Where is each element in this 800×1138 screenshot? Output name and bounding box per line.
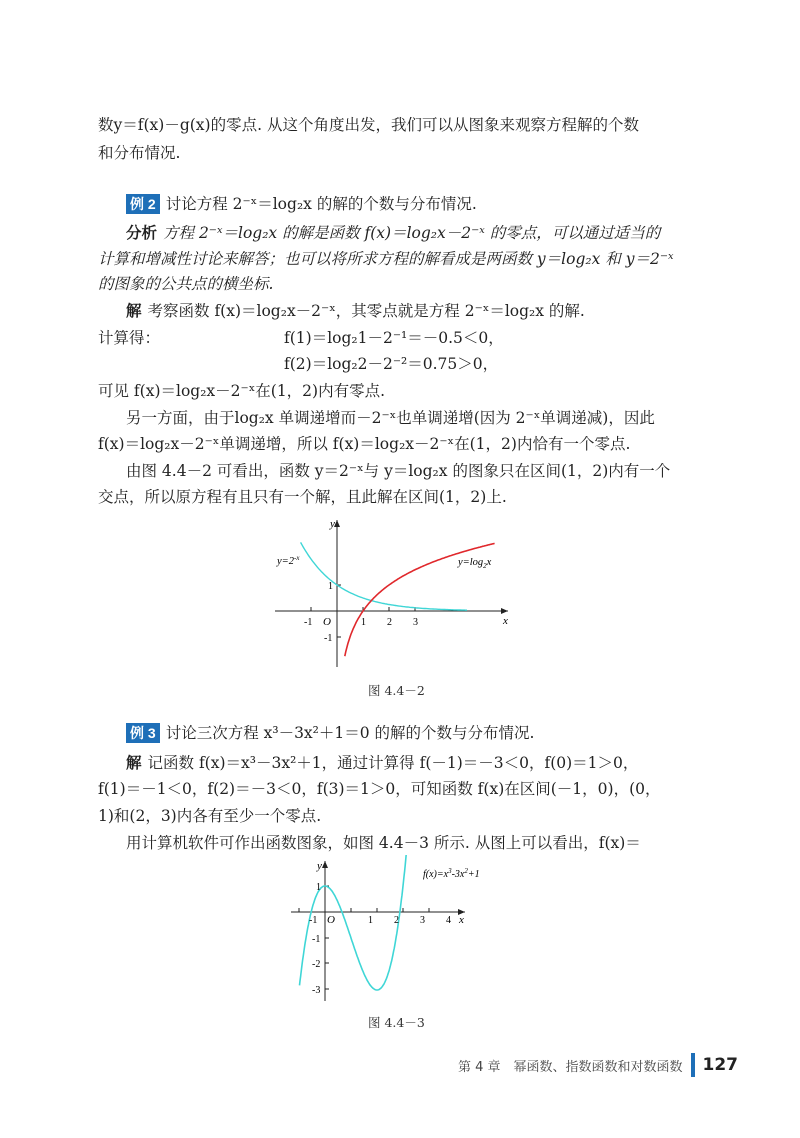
figure-caption: 图 4.4－3 bbox=[368, 1015, 425, 1030]
solution-line bbox=[126, 300, 585, 323]
analysis-keyword: 分析 bbox=[126, 225, 158, 242]
chapter-title: 第 4 章 幂函数、指数函数和对数函数 bbox=[457, 1059, 683, 1075]
text-line: 可见 f(x)＝log₂x－2⁻ˣ在(1，2)内有零点. bbox=[98, 382, 386, 400]
text-line: 1)和(2，3)内各有至少一个零点. bbox=[98, 807, 322, 825]
solution-text: 记函数 f(x)＝x³－3x²＋1，通过计算得 f(－1)＝－3＜0，f(0)＝1＞0， bbox=[147, 754, 639, 772]
tick-label: 2 bbox=[394, 915, 399, 926]
example-2-heading bbox=[126, 193, 477, 215]
example-title: 讨论方程 2⁻ˣ＝log₂x 的解的个数与分布情况. bbox=[165, 195, 477, 213]
log-curve-label: $y=\log_2x$ bbox=[458, 557, 492, 570]
example-3-heading bbox=[126, 722, 534, 744]
function-label: $f(x)=x^3-3x^2+1$ bbox=[423, 867, 480, 880]
exp-curve-label: $y=2^{-x}$ bbox=[277, 554, 300, 567]
calc-line: f(1)＝log₂1－2⁻¹＝－0.5＜0， bbox=[284, 329, 504, 347]
y-axis-label: y bbox=[317, 860, 322, 872]
y-axis-label: y bbox=[330, 518, 335, 530]
origin-label: O bbox=[323, 616, 331, 628]
text-line: 由图 4.4－2 可看出，函数 y＝2⁻ˣ与 y＝log₂x 的图象只在区间(1，2)内有一个 bbox=[126, 462, 671, 480]
origin-label: O bbox=[327, 914, 335, 926]
solution-text: 考察函数 f(x)＝log₂x－2⁻ˣ，其零点就是方程 2⁻ˣ＝log₂x 的解. bbox=[147, 302, 585, 320]
text-line: 交点，所以原方程有且只有一个解，且此解在区间(1，2)上. bbox=[98, 488, 507, 506]
text-line: 另一方面，由于log₂x 单调递增而－2⁻ˣ也单调递增(因为 2⁻ˣ单调递减)，因此 bbox=[126, 409, 655, 427]
example-badge: 例 2 bbox=[126, 194, 160, 214]
x-axis-label: x bbox=[503, 615, 508, 627]
tick-label: -2 bbox=[312, 959, 321, 970]
text-line: f(x)＝log₂x－2⁻ˣ单调递增，所以 f(x)＝log₂x－2⁻ˣ在(1，2)内恰有一个零点. bbox=[98, 435, 631, 453]
calc-line: f(2)＝log₂2－2⁻²＝0.75＞0， bbox=[284, 355, 499, 373]
analysis-text: 方程 2⁻ˣ＝log₂x 的解是函数 f(x)＝log₂x－2⁻ˣ 的零点，可以通过适当的 bbox=[163, 224, 661, 242]
x-axis-label: x bbox=[459, 914, 464, 926]
exp-curve bbox=[301, 542, 467, 610]
analysis-line bbox=[126, 222, 660, 245]
tick-label: 1 bbox=[328, 581, 333, 592]
text-line: 数y＝f(x)－g(x)的零点. 从这个角度出发，我们可以从图象来观察方程解的个数 bbox=[98, 116, 639, 134]
text-line: 用计算机软件可作出函数图象，如图 4.4－3 所示. 从图上可以看出，f(x)＝ bbox=[126, 834, 641, 852]
tick-label: 1 bbox=[368, 915, 373, 926]
tick-label: 4 bbox=[446, 915, 451, 926]
example-title: 讨论三次方程 x³－3x²＋1＝0 的解的个数与分布情况. bbox=[165, 724, 535, 742]
tick-label: 1 bbox=[316, 882, 321, 893]
footer-accent-bar bbox=[691, 1053, 695, 1077]
tick-label: 2 bbox=[387, 617, 392, 628]
tick-label: 3 bbox=[413, 617, 418, 628]
tick-label: 3 bbox=[420, 915, 425, 926]
text-line: 和分布情况. bbox=[98, 144, 181, 162]
text-line: f(1)＝－1＜0，f(2)＝－3＜0，f(3)＝1＞0，可知函数 f(x)在区间(－1，0)，(0， bbox=[98, 780, 661, 798]
example-badge: 例 3 bbox=[126, 723, 160, 743]
figure-4-4-3 bbox=[283, 855, 503, 1003]
calc-label: 计算得： bbox=[98, 329, 161, 347]
analysis-text: 计算和增减性讨论来解答；也可以将所求方程的解看成是两函数 y＝log₂x 和 y＝2⁻ˣ bbox=[98, 250, 674, 268]
tick-label: -3 bbox=[312, 985, 321, 996]
figure-4-4-2 bbox=[260, 515, 520, 670]
solution-keyword: 解 bbox=[126, 755, 142, 772]
tick-label: 1 bbox=[361, 617, 366, 628]
figure-caption: 图 4.4－2 bbox=[368, 683, 425, 698]
tick-label: -1 bbox=[312, 934, 321, 945]
analysis-text: 的图象的公共点的横坐标. bbox=[98, 275, 274, 293]
tick-label: -1 bbox=[324, 633, 333, 644]
solution-keyword: 解 bbox=[126, 303, 142, 320]
page-number: 127 bbox=[702, 1055, 738, 1075]
page-footer bbox=[458, 1053, 738, 1077]
tick-label: -1 bbox=[304, 617, 313, 628]
solution-line bbox=[126, 752, 638, 775]
tick-label: -1 bbox=[309, 915, 318, 926]
